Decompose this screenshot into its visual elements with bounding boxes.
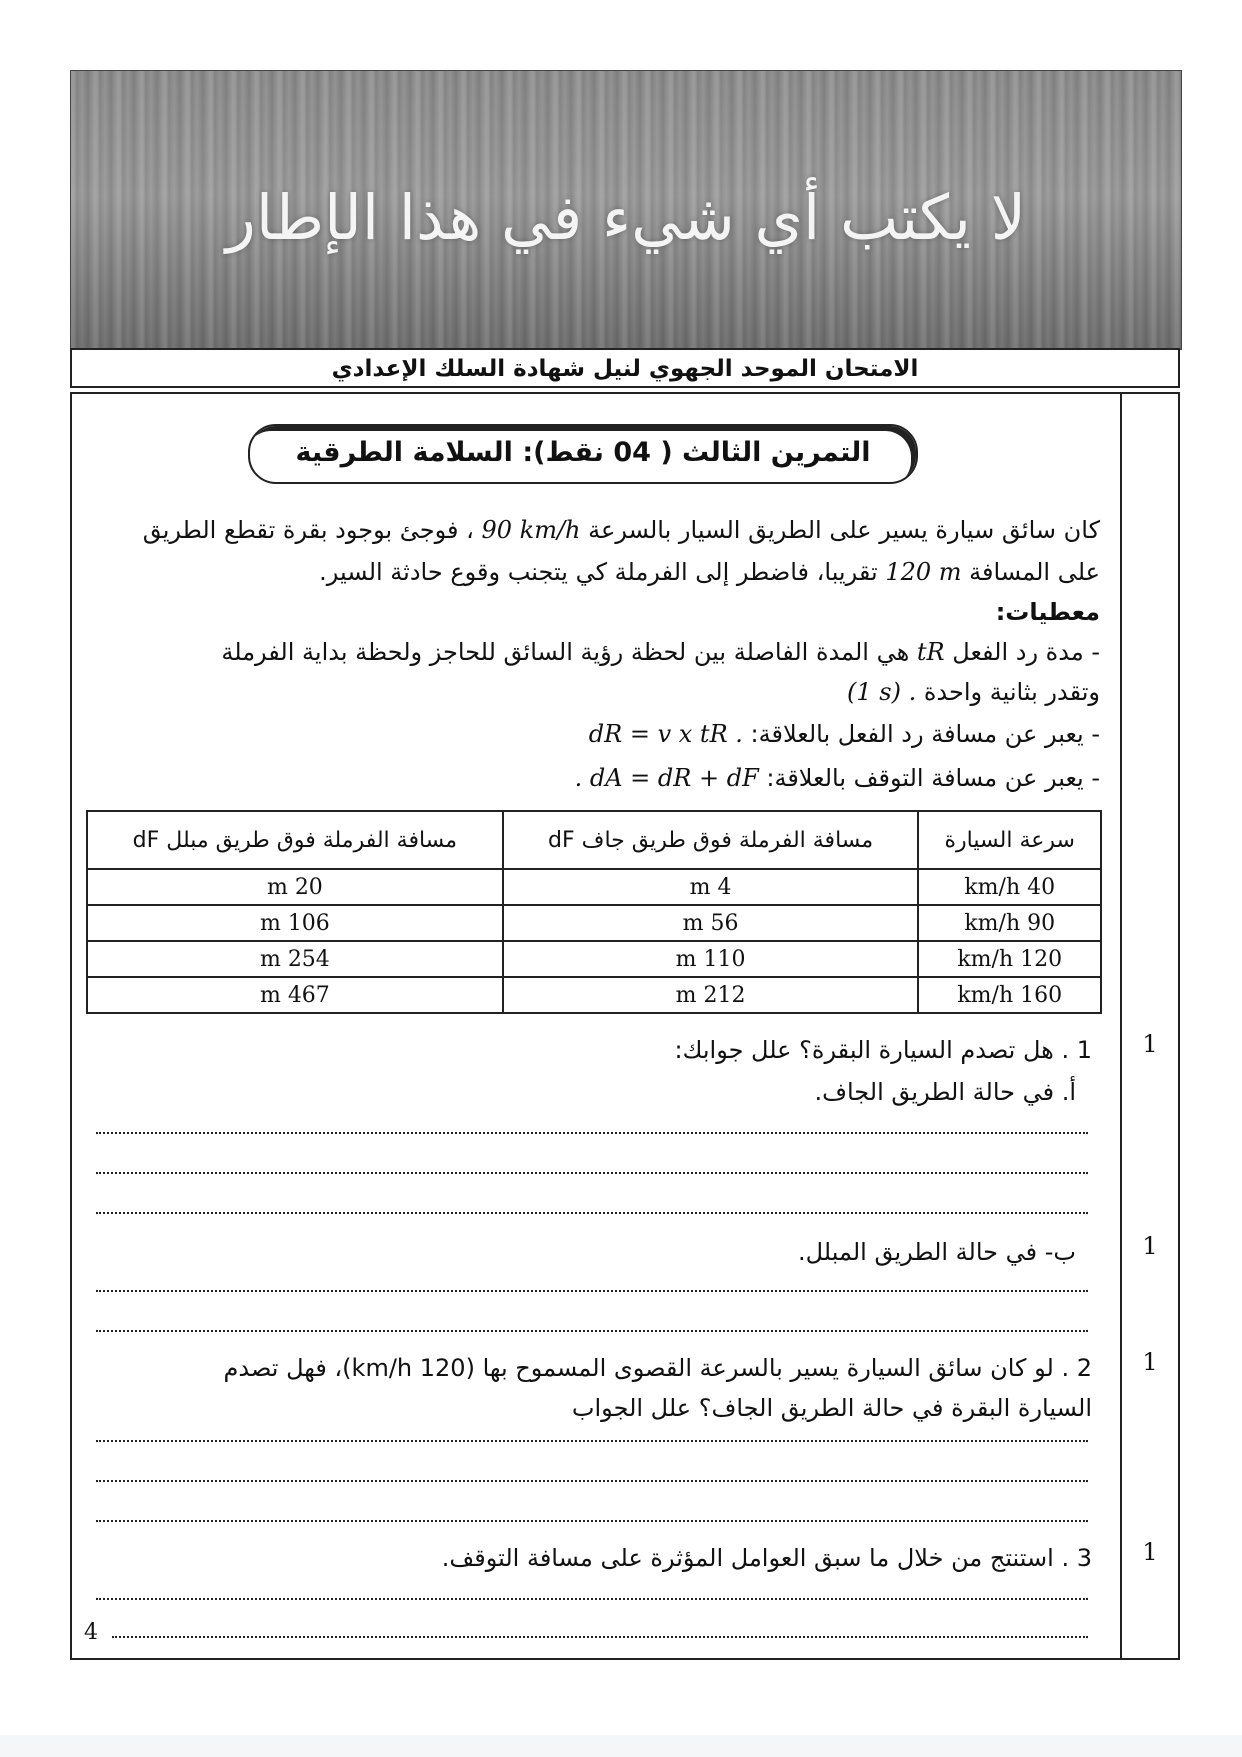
cell-wet: 254 m [87,941,503,977]
banner-title: لا يكتب أي شيء في هذا الإطار [225,181,1027,254]
intro-text-2b: تقريبا، فاضطر إلى الفرملة كي يتجنب وقوع حادثة السير. [319,558,878,586]
cell-dry: 56 m [503,905,919,941]
answer-line[interactable] [96,1598,1088,1600]
given-3-text: - يعبر عن مسافة التوقف بالعلاقة: [766,764,1100,792]
exam-header: الامتحان الموحد الجهوي لنيل شهادة السلك الإعدادي [70,348,1180,388]
mark-q3: 1 [1142,1538,1158,1566]
do-not-write-banner [70,70,1182,350]
cell-wet: 467 m [87,977,503,1013]
answer-line[interactable] [96,1440,1088,1442]
question-2-line-2: السيارة البقرة في حالة الطريق الجاف؟ علل الجواب [571,1394,1092,1422]
cell-speed: 90 km/h [918,905,1101,941]
table-row [87,941,1101,977]
cell-wet: 20 m [87,869,503,905]
cell-dry: 110 m [503,941,919,977]
given-3-formula: . dA = dR + dF [574,764,759,792]
answer-line[interactable] [96,1480,1088,1482]
question-2-line-1: 2 . لو كان سائق السيارة يسير بالسرعة القصوى المسموح بها (120 km/h)، فهل تصدم [223,1354,1092,1382]
given-1-var: tR [916,638,945,666]
header-wet-distance: مسافة الفرملة فوق طريق مبلل dF [87,811,503,869]
question-1b: ب- في حالة الطريق المبلل. [797,1238,1076,1266]
question-3: 3 . استنتج من خلال ما سبق العوامل المؤثرة على مسافة التوقف. [441,1544,1092,1572]
cell-speed: 120 km/h [918,941,1101,977]
mark-q1a: 1 [1142,1030,1158,1058]
table-row [87,905,1101,941]
table-row [87,977,1101,1013]
marks-column-divider [1120,392,1122,1660]
given-item-3 [70,758,1100,798]
table-header-row [87,811,1101,869]
given-1c: وتقدر بثانية واحدة [923,678,1100,706]
mark-q2: 1 [1142,1348,1158,1376]
intro-text-2a: على المسافة [969,558,1100,586]
given-item-1 [70,632,1100,672]
cell-dry: 4 m [503,869,919,905]
given-2-formula: dR = v x tR . [588,720,743,748]
given-1a: - مدة رد الفعل [952,638,1100,666]
given-1b: هي المدة الفاصلة بين لحظة رؤية السائق للحاجز ولحظة بداية الفرملة [221,638,910,666]
question-1: 1 . هل تصدم السيارة البقرة؟ علل جوابك: [674,1036,1092,1064]
intro-text-1a: كان سائق سيارة يسير على الطريق السيار بالسرعة [588,516,1100,544]
answer-line[interactable] [96,1172,1088,1174]
given-item-2 [70,714,1100,754]
header-speed: سرعة السيارة [918,811,1101,869]
question-1a: أ. في حالة الطريق الجاف. [814,1078,1076,1106]
answer-line[interactable] [96,1330,1088,1332]
cell-wet: 106 m [87,905,503,941]
table-row [87,869,1101,905]
answer-line[interactable] [96,1212,1088,1214]
answer-line[interactable] [96,1290,1088,1292]
scan-edge [0,1735,1242,1757]
given-2-text: - يعبر عن مسافة رد الفعل بالعلاقة: [750,720,1100,748]
given-item-1-cont [70,672,1100,712]
exercise-title: التمرين الثالث ( 04 نقط): السلامة الطرقية [248,424,918,484]
header-dry-distance: مسافة الفرملة فوق طريق جاف dF [503,811,919,869]
cell-dry: 212 m [503,977,919,1013]
answer-line[interactable] [96,1520,1088,1522]
page-number: 4 [84,1620,98,1645]
cell-speed: 160 km/h [918,977,1101,1013]
answer-line[interactable] [112,1636,1088,1638]
braking-distance-table [86,810,1102,1014]
intro-line-1 [70,510,1100,550]
answer-line[interactable] [96,1132,1088,1134]
givens-heading: معطيات: [995,598,1100,626]
intro-speed: 90 km/h [481,516,581,544]
cell-speed: 40 km/h [918,869,1101,905]
intro-line-2 [70,552,1100,592]
intro-text-1b: ، فوجئ بوجود بقرة تقطع الطريق [142,516,474,544]
intro-distance: 120 m [885,558,962,586]
mark-q1b: 1 [1142,1232,1158,1260]
given-1-unit: (1 s) . [847,678,917,706]
